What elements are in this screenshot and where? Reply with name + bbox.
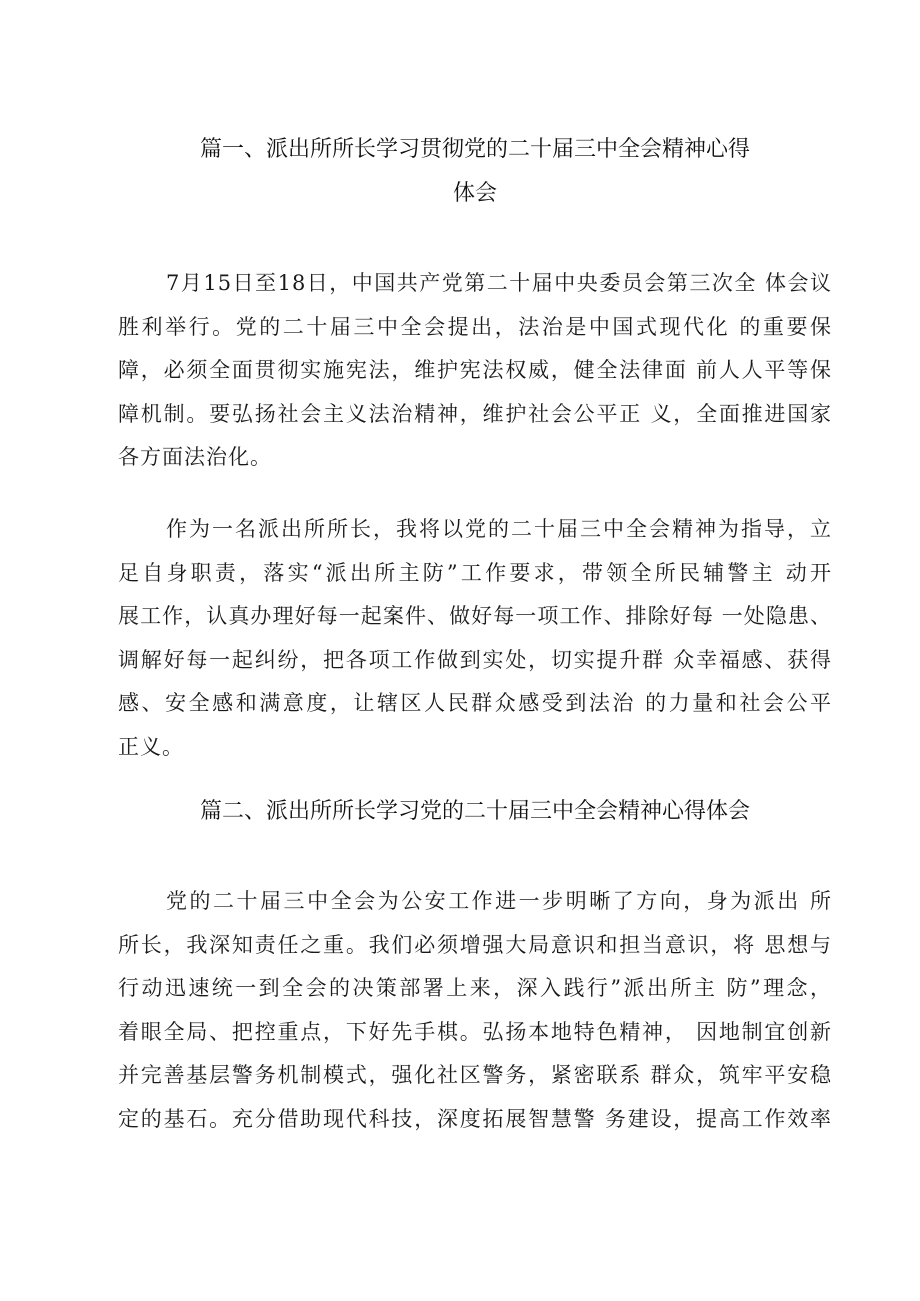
paragraph-line: 所长，我深知责任之重。我们必须增强大局意识和担当意识，将 思想与 (118, 932, 832, 957)
section1-title (118, 128, 832, 216)
paragraph-line: 党的二十届三中全会为公安工作进一步明晰了方向，身为派出 所 (166, 889, 832, 913)
paragraph-line: 各方面法治化。 (118, 445, 272, 469)
paragraph-line: 定的基石。充分借助现代科技，深度拓展智慧警 务建设，提高工作效率 (118, 1106, 832, 1131)
section2-title: 篇二、派出所所长学习党的二十届三中全会精神心得体会 (199, 799, 750, 824)
section1-title-line2: 体会 (452, 181, 497, 206)
paragraph-line: 展工作，认真办理好每一起案件、做好每一项工作、排除好每 一处隐患、 (118, 604, 832, 628)
section1-paragraph2 (118, 508, 832, 769)
paragraph-line: 行动迅速统一到全会的决策部署上来，深入践行”派出所主 防”理念， (118, 976, 832, 1000)
paragraph-line: 障，必须全面贯彻实施宪法，维护宪法权威，健全法律面 前人人平等保 (118, 358, 832, 382)
section1-title-line1: 篇一、派出所所长学习贯彻党的二十届三中全会精神心得 (199, 137, 750, 162)
paragraph-line: 正义。 (118, 734, 184, 759)
paragraph-line: 并完善基层警务机制模式，强化社区警务，紧密联系 群众，筑牢平安稳 (118, 1063, 832, 1087)
paragraph-line: 调解好每一起纠纷，把各项工作做到实处，切实提升群 众幸福感、获得 (118, 647, 832, 672)
paragraph-line: 着眼全局、把控重点，下好先手棋。弘扬本地特色精神， 因地制宜创新 (118, 1019, 832, 1044)
paragraph-line: 障机制。要弘扬社会主义法治精神，维护社会公平正 义，全面推进国家 (118, 401, 832, 426)
paragraph-line: 7月15日至18日，中国共产党第二十届中央委员会第三次全 体会议 (166, 271, 832, 295)
section1-paragraph1 (118, 262, 832, 480)
paragraph-line: 作为一名派出所所长，我将以党的二十届三中全会精神为指导，立 (166, 517, 832, 541)
paragraph-line: 感、安全感和满意度，让辖区人民群众感受到法治 的力量和社会公平 (118, 691, 832, 715)
paragraph-line: 胜利举行。党的二十届三中全会提出，法治是中国式现代化 的重要保 (118, 314, 832, 339)
section2-paragraph1 (118, 880, 832, 1141)
paragraph-line: 足自身职责，落实“派出所主防”工作要求，带领全所民辅警主 动开 (118, 560, 832, 585)
